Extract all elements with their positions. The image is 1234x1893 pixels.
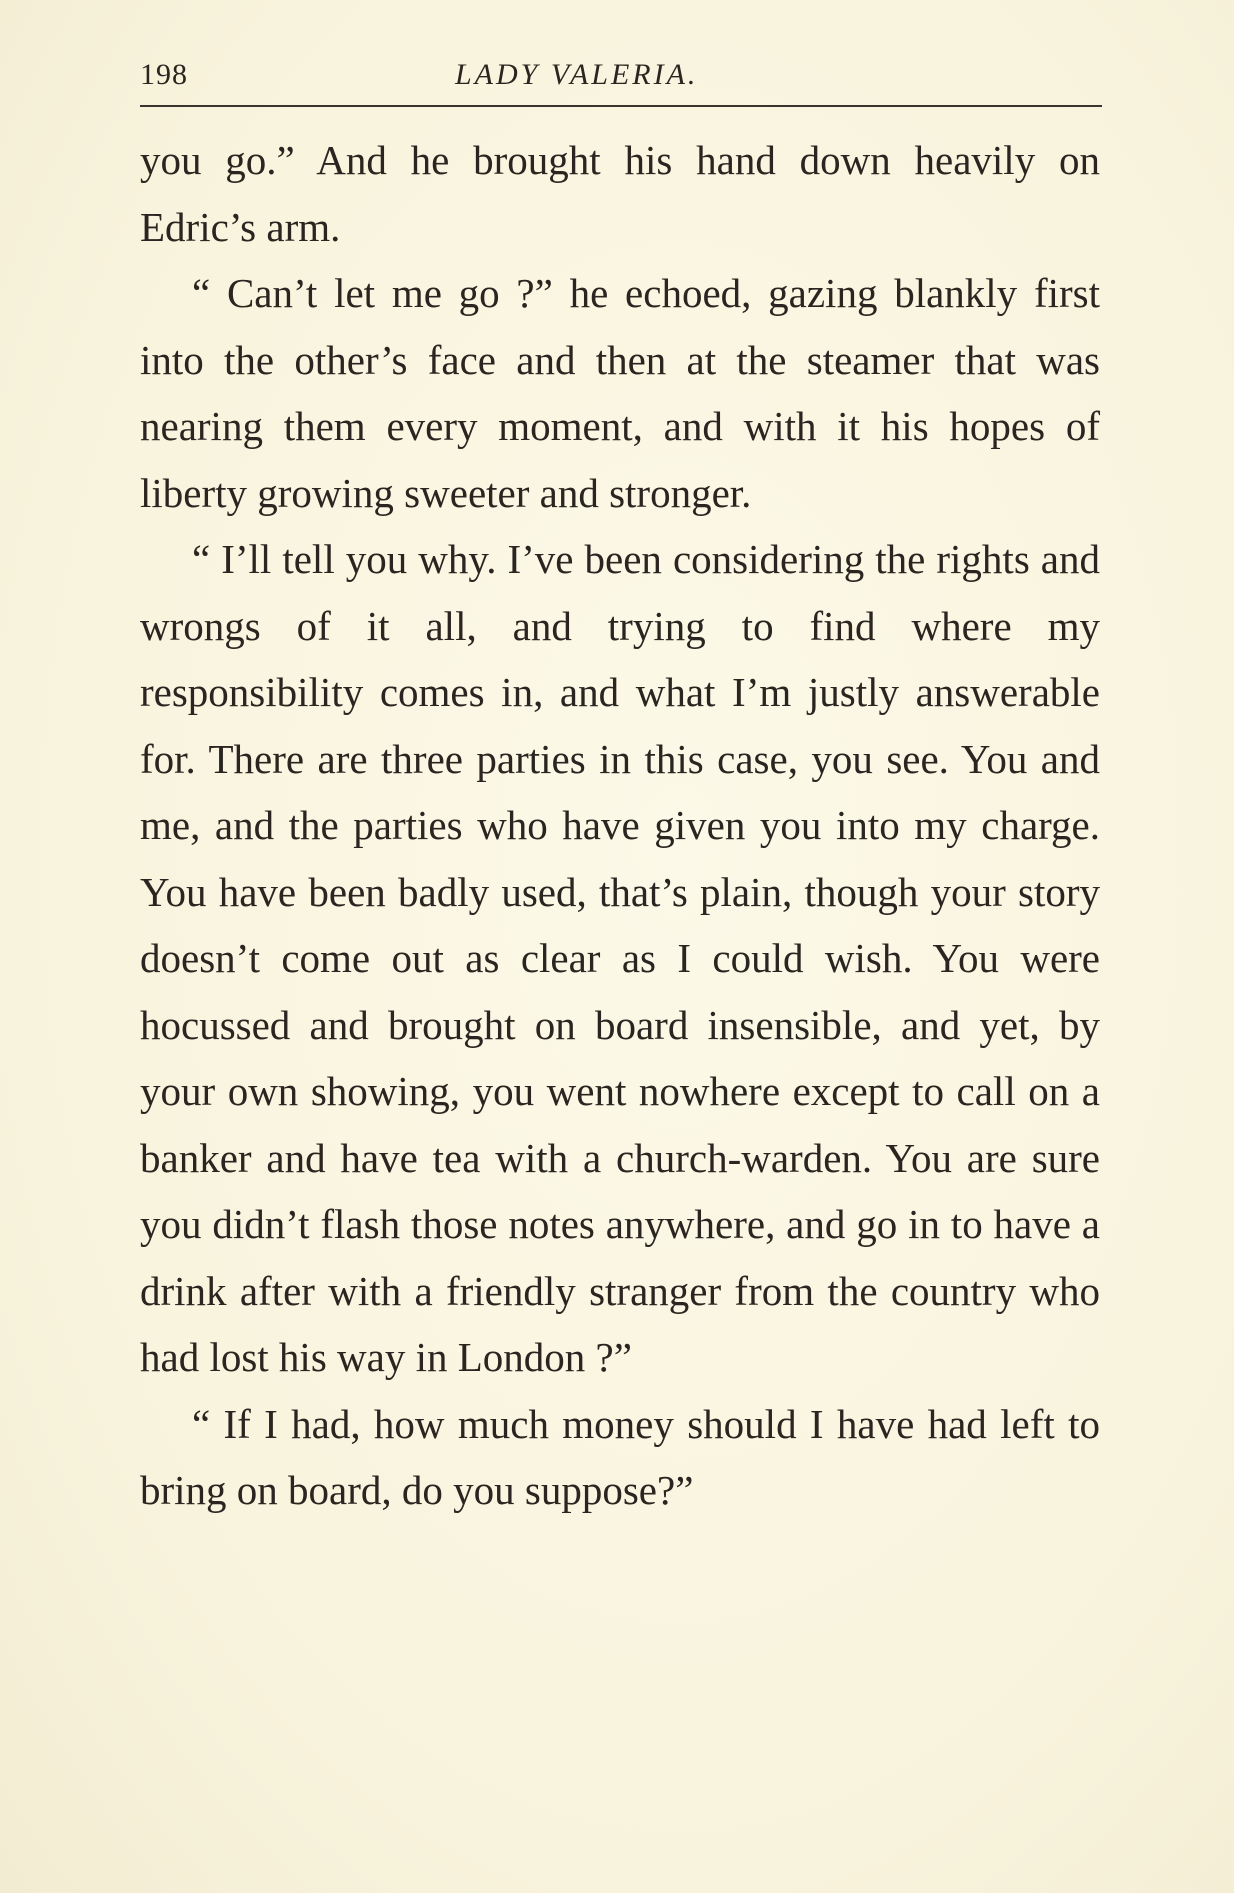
page-number: 198 [140,58,188,91]
body-text [140,127,1100,1524]
page-header [140,52,1100,102]
paragraph-4: “ If I had, how much money should I have had left to bring on board, do you suppose?” [140,1400,1100,1513]
paragraph-3: “ I’ll tell you why. I’ve been considering the rights and wrongs of it all, and trying to find where my responsibility comes in, and what I’m justly answerable for. There are three parties in this case, you see. You and me, and the parties who have given you into my charge. You have been badly used, that’s plain, though your story doesn’t come out as clear as I could wish. You were hocussed and brought on board insensible, and yet, by your own showing, you went nowhere except to call on a banker and have tea with a church-warden. You are sure you didn’t flash those notes anywhere, and go in to have a drink after with a friendly stranger from the country who had lost his way in London ?” [140,536,1100,1380]
running-title: LADY VALERIA. [455,58,699,91]
paragraph-2: “ Can’t let me go ?” he echoed, gazing blankly first into the other’s face and then at the steamer that was nearing them every moment, and with it his hopes of liberty growing sweeter and stronger. [140,270,1100,516]
paragraph-1: you go.” And he brought his hand down heavily on Edric’s arm. [140,137,1100,250]
header-rule [140,105,1102,107]
